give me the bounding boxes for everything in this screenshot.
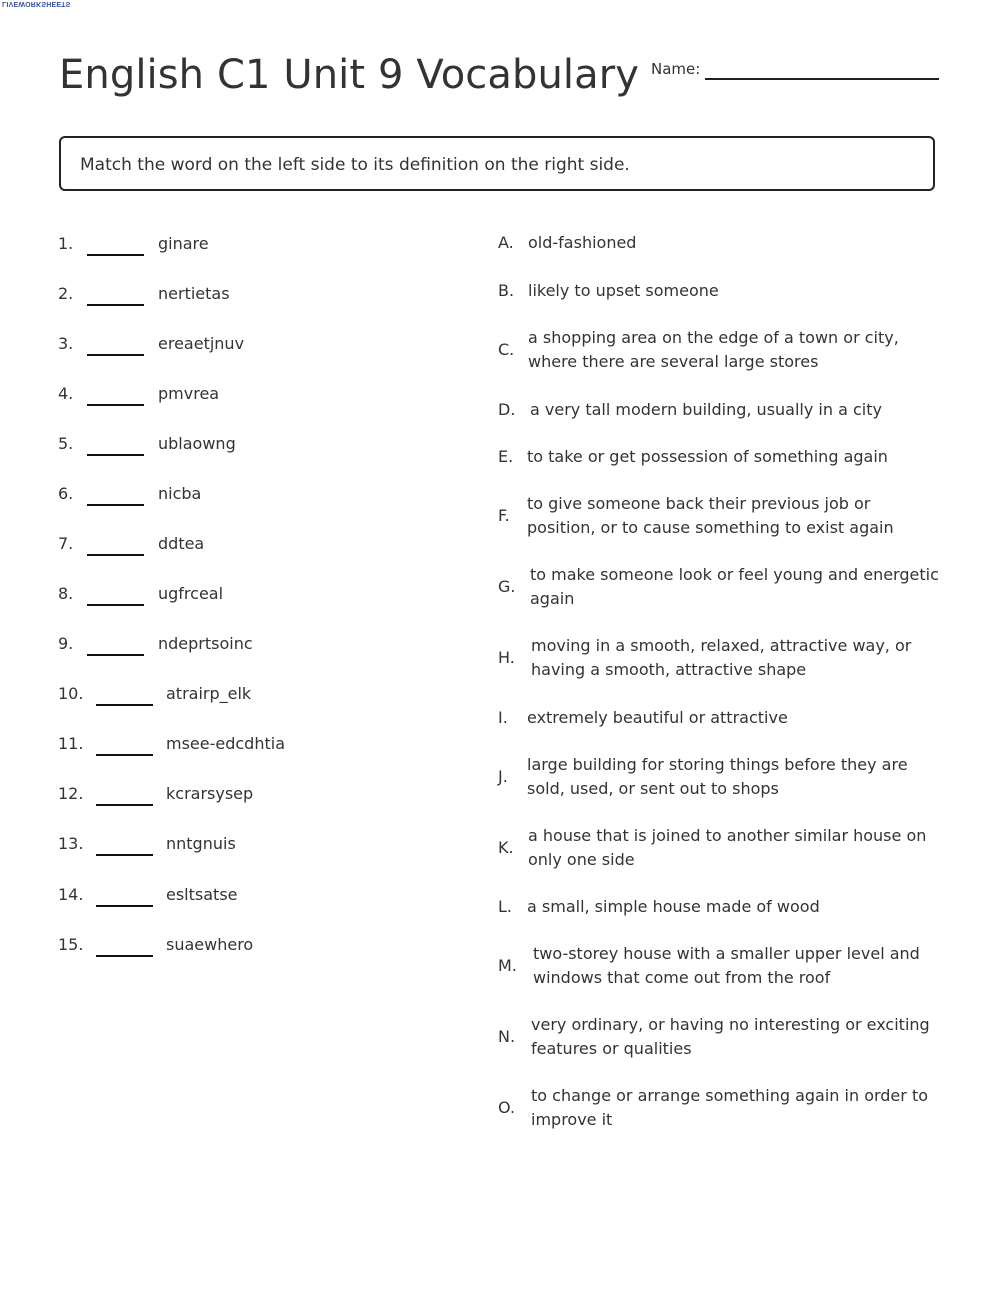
definition-letter: O. (498, 1098, 516, 1117)
word-number: 6. (58, 484, 74, 503)
definition-item (498, 1013, 948, 1060)
word-number: 1. (58, 234, 74, 253)
definition-letter: D. (498, 400, 516, 419)
definition-letter: M. (498, 956, 517, 975)
definition-letter: H. (498, 648, 515, 667)
answer-blank[interactable] (96, 905, 153, 907)
scrambled-word: msee-edcdhtia (166, 734, 285, 753)
scrambled-word: ugfrceal (158, 584, 224, 603)
answer-blank[interactable] (87, 454, 144, 456)
definition-letter: C. (498, 340, 515, 359)
word-number: 10. (58, 684, 84, 703)
word-number: 9. (58, 634, 74, 653)
definition-text: old-fashioned (528, 233, 637, 252)
definition-item (498, 445, 948, 469)
definition-letter: K. (498, 838, 514, 857)
answer-blank[interactable] (87, 604, 144, 606)
definition-letter: L. (498, 897, 512, 916)
scrambled-word: esltsatse (166, 885, 238, 904)
definition-letter: E. (498, 447, 514, 466)
word-number: 3. (58, 334, 74, 353)
brand-logo: LIVEWORKSHEETS (2, 0, 71, 7)
definition-letter: N. (498, 1027, 516, 1046)
answer-blank[interactable] (87, 654, 144, 656)
scrambled-word: nertietas (158, 284, 230, 303)
answer-blank[interactable] (87, 304, 144, 306)
definition-letter: I. (498, 708, 508, 727)
word-number: 2. (58, 284, 74, 303)
name-label: Name: (651, 60, 701, 78)
definition-text: extremely beautiful or attractive (527, 708, 788, 727)
word-number: 14. (58, 885, 84, 904)
definition-text: moving in a smooth, relaxed, attractive way, or having a smooth, attractive shape (531, 636, 912, 679)
scrambled-word: ereaetjnuv (158, 334, 245, 353)
answer-blank[interactable] (87, 354, 144, 356)
definition-letter: B. (498, 281, 515, 300)
definition-item (498, 326, 948, 373)
definition-item (498, 895, 948, 919)
scrambled-word: ublaowng (158, 434, 236, 453)
answer-blank[interactable] (87, 504, 144, 506)
scrambled-word: pmvrea (158, 384, 220, 403)
definition-item (498, 279, 948, 303)
answer-blank[interactable] (96, 854, 153, 856)
definition-item (498, 563, 948, 610)
instruction-box (59, 136, 935, 191)
instruction-text: Match the word on the left side to its definition on the right side. (80, 155, 630, 175)
answer-blank[interactable] (96, 804, 153, 806)
name-input-line[interactable] (705, 78, 939, 80)
definition-text: to change or arrange something again in order to improve it (531, 1086, 928, 1129)
definition-item (498, 634, 948, 681)
definition-text: a house that is joined to another similar house on only one side (528, 826, 927, 869)
definition-text: to give someone back their previous job or position, or to cause something to exist again (527, 494, 894, 537)
definition-item (498, 753, 948, 800)
definition-text: a shopping area on the edge of a town or city, where there are several large stores (528, 328, 899, 371)
scrambled-word: nntgnuis (166, 834, 236, 853)
definition-item (498, 1084, 948, 1131)
definition-letter: F. (498, 506, 510, 525)
scrambled-word: suaewhero (166, 935, 254, 954)
page-title: English C1 Unit 9 Vocabulary (59, 52, 640, 98)
answer-blank[interactable] (87, 404, 144, 406)
definition-text: a very tall modern building, usually in a city (530, 400, 882, 419)
definition-letter: G. (498, 577, 516, 596)
answer-blank[interactable] (96, 704, 153, 706)
answer-blank[interactable] (96, 955, 153, 957)
definition-text: two-storey house with a smaller upper level and windows that come out from the roof (533, 944, 920, 987)
definition-text: to make someone look or feel young and energetic again (530, 565, 939, 608)
definition-text: large building for storing things before they are sold, used, or sent out to shops (527, 755, 908, 798)
definition-letter: J. (498, 767, 508, 786)
definition-item (498, 824, 948, 871)
definition-text: a small, simple house made of wood (527, 897, 820, 916)
word-number: 11. (58, 734, 84, 753)
scrambled-word: kcrarsysep (166, 784, 254, 803)
word-number: 5. (58, 434, 74, 453)
answer-blank[interactable] (96, 754, 153, 756)
definition-text: very ordinary, or having no interesting or exciting features or qualities (531, 1015, 930, 1058)
answer-blank[interactable] (87, 554, 144, 556)
definition-text: likely to upset someone (528, 281, 719, 300)
word-number: 4. (58, 384, 74, 403)
definition-item (498, 398, 948, 422)
scrambled-word: nicba (158, 484, 202, 503)
definition-item (498, 706, 948, 730)
scrambled-word: ddtea (158, 534, 205, 553)
answer-blank[interactable] (87, 254, 144, 256)
definition-letter: A. (498, 233, 514, 252)
definition-text: to take or get possession of something again (527, 447, 888, 466)
definition-item (498, 492, 948, 539)
definition-item (498, 231, 948, 255)
scrambled-word: ginare (158, 234, 209, 253)
word-number: 8. (58, 584, 74, 603)
word-number: 12. (58, 784, 84, 803)
word-number: 13. (58, 834, 84, 853)
word-number: 15. (58, 935, 84, 954)
definition-item (498, 942, 948, 989)
scrambled-word: ndeprtsoinc (158, 634, 253, 653)
scrambled-word: atrairp_elk (166, 684, 252, 703)
word-number: 7. (58, 534, 74, 553)
